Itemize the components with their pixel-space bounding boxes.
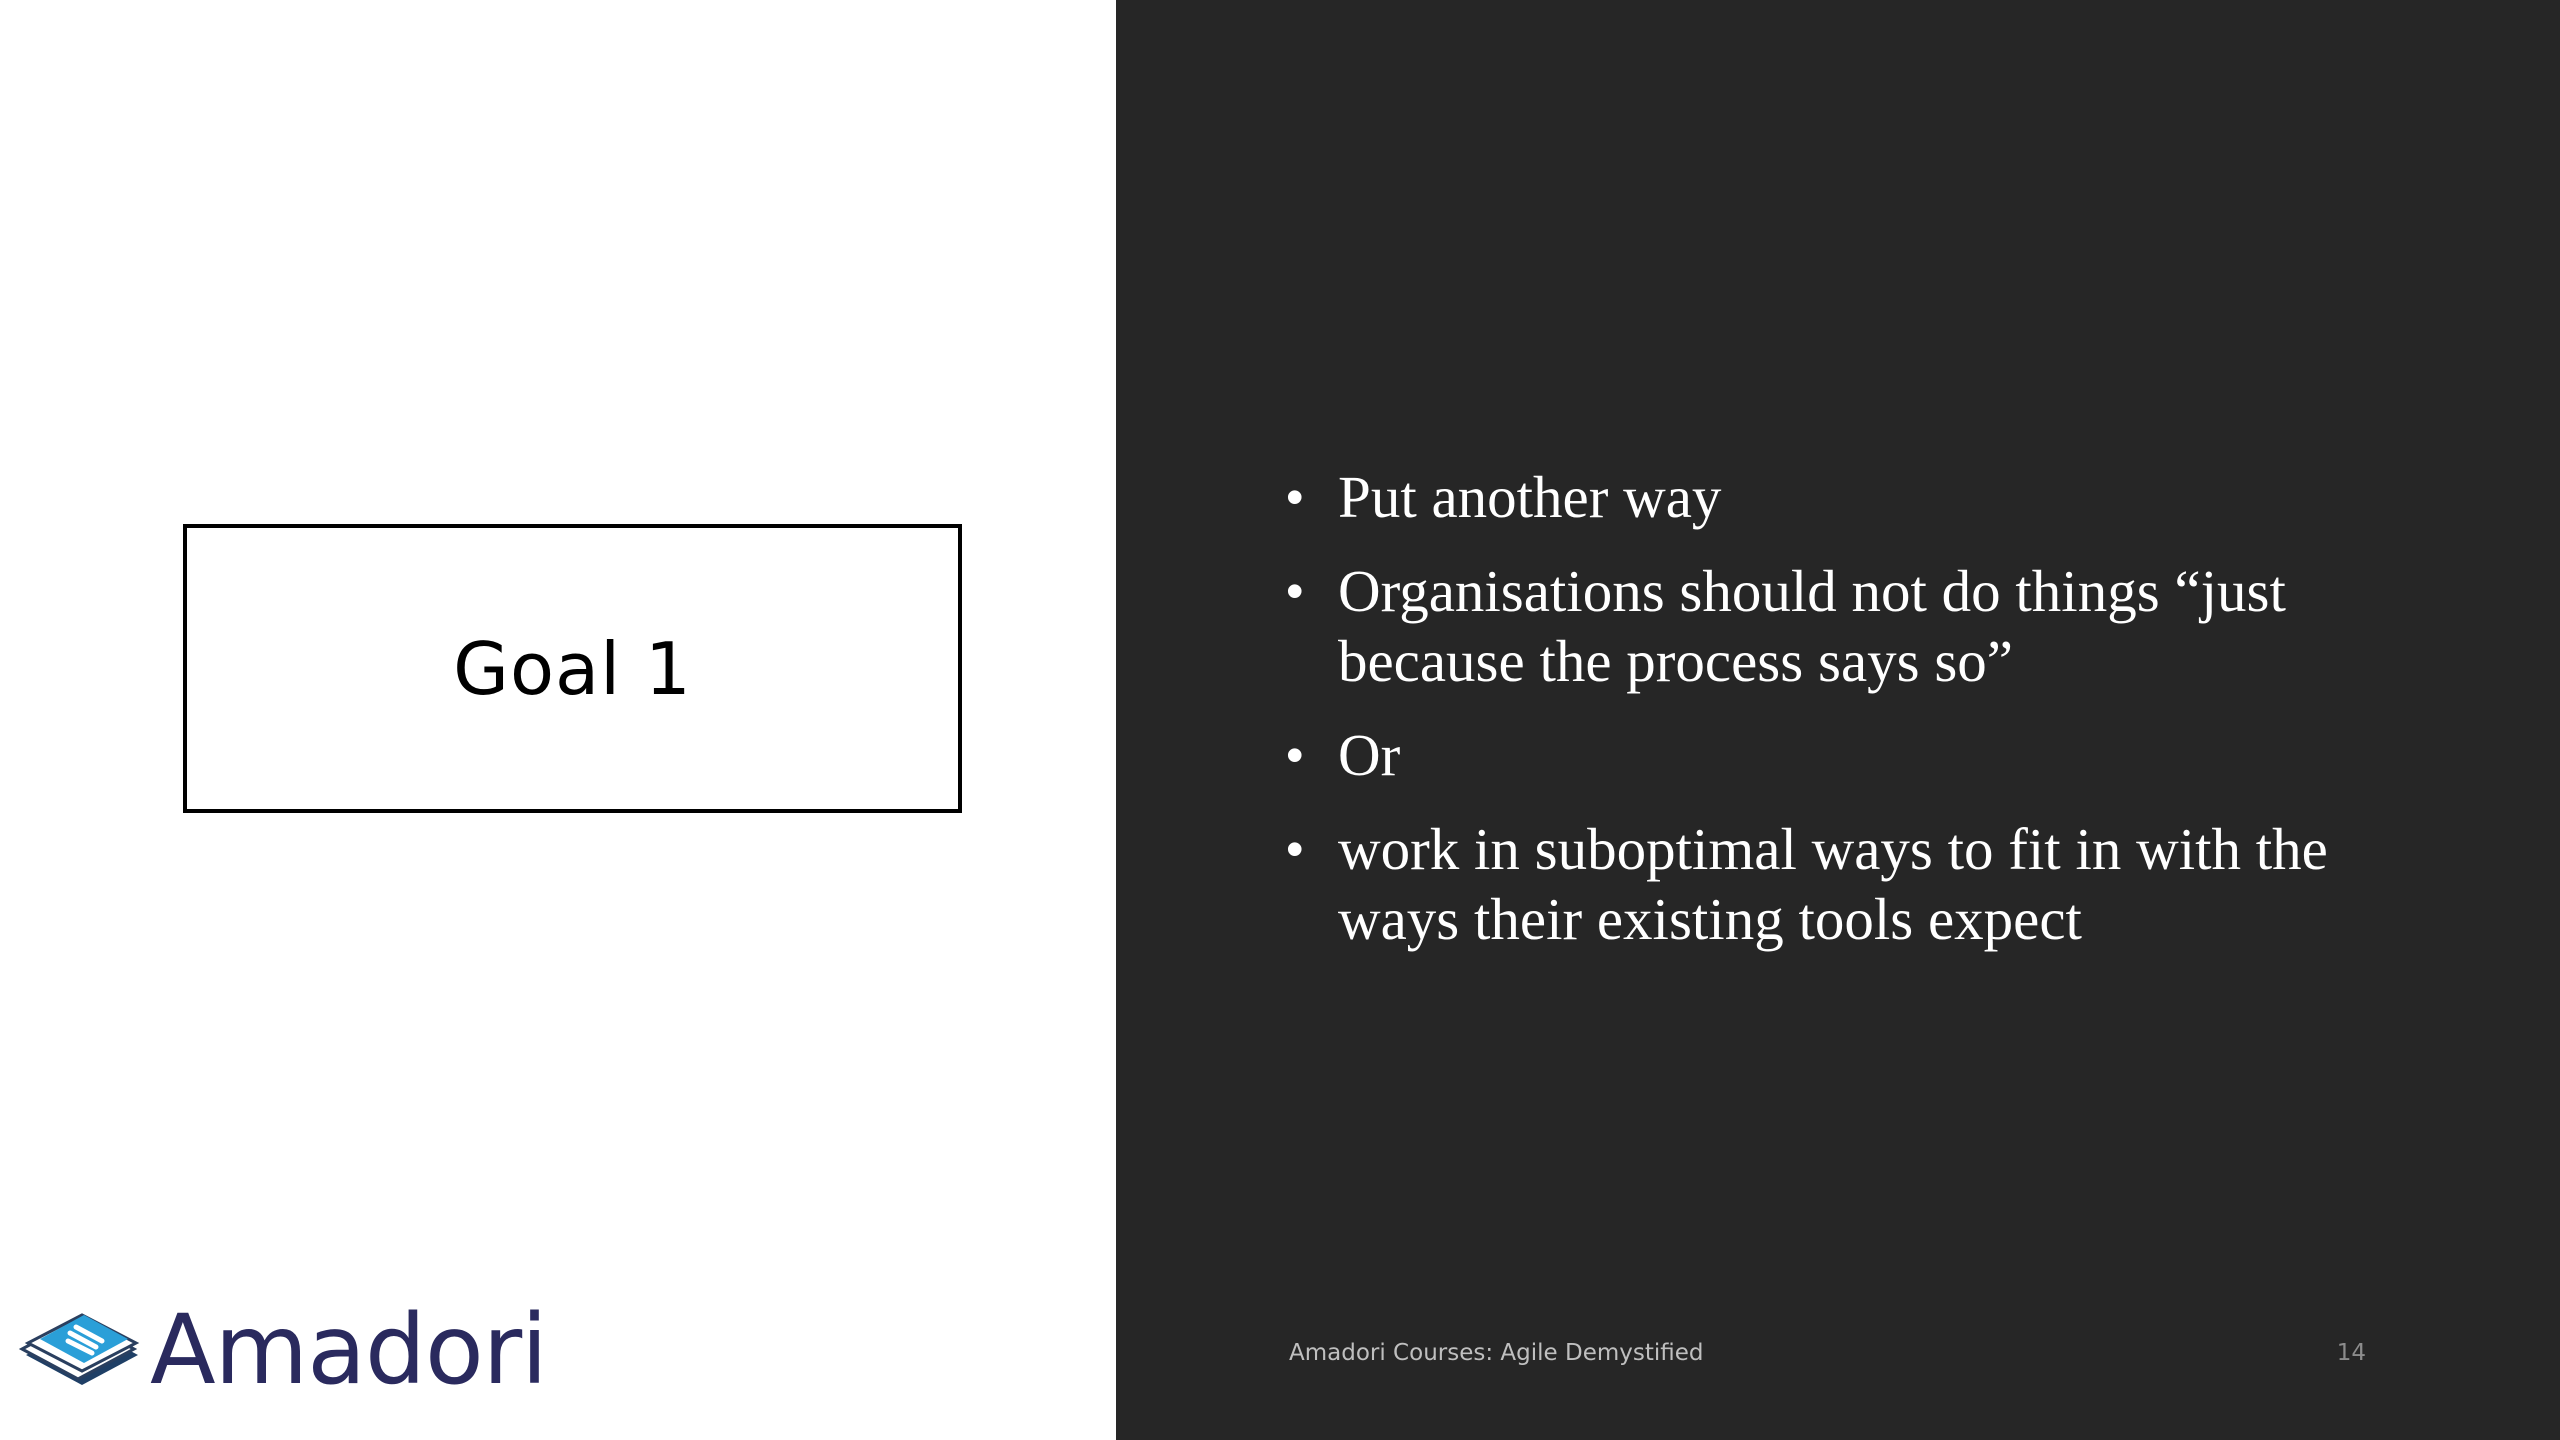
bullet-text: Organisations should not do things “just because the process says so” [1338,558,2286,694]
bullet-item [1286,814,2386,954]
bullet-text: Put another way [1338,464,1722,530]
bullet-text: work in suboptimal ways to fit in with the ways their existing tools expect [1338,816,2328,952]
amadori-logo-icon [18,1303,146,1397]
logo-wordmark: Amadori [150,1294,547,1406]
footer-text: Amadori Courses: Agile Demystified [1289,1340,1704,1366]
bullet-item [1286,556,2386,696]
goal-box [183,524,962,813]
bullet-dot: • [1286,563,1304,619]
page-number: 14 [2336,1340,2366,1366]
bullet-text: Or [1338,722,1401,788]
bullet-dot: • [1286,727,1304,783]
goal-label: Goal 1 [453,626,692,711]
bullet-list [1286,462,2386,978]
bullet-dot: • [1286,469,1304,525]
left-panel [0,0,1116,1440]
amadori-logo [18,1294,547,1406]
bullet-item [1286,720,2386,790]
bullet-dot: • [1286,821,1304,877]
bullet-item [1286,462,2386,532]
